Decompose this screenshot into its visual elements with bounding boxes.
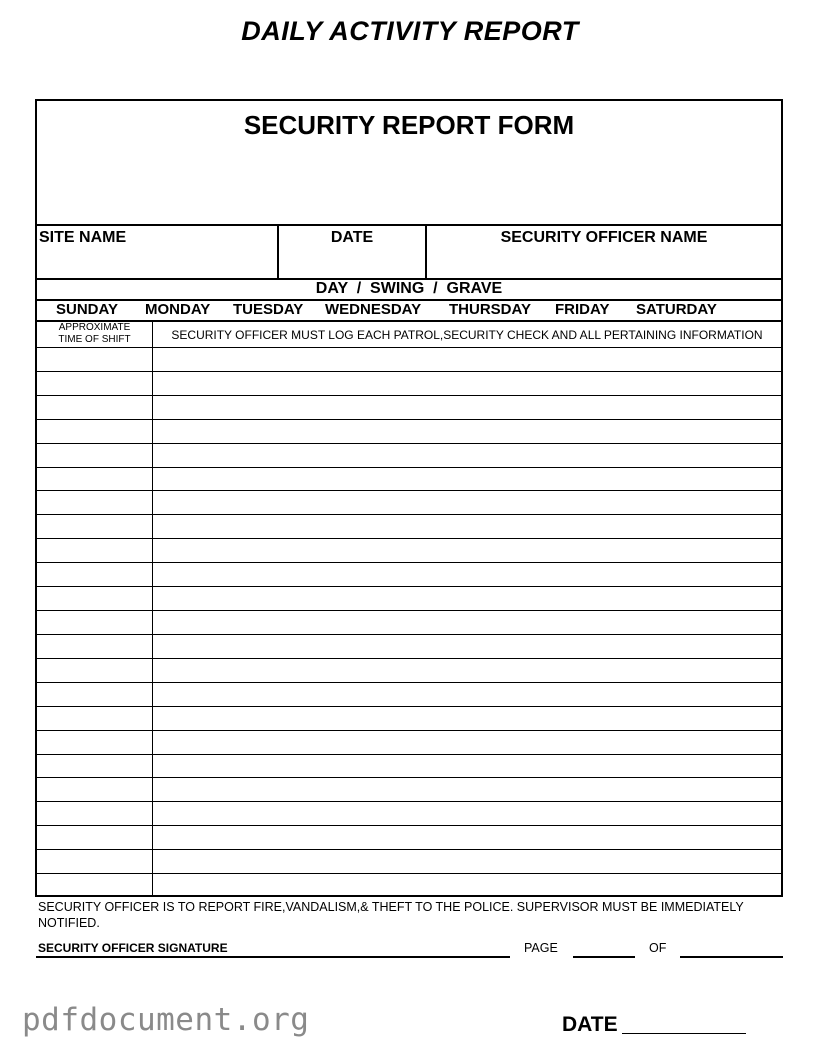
watermark: pdfdocument.org — [22, 1002, 310, 1038]
time-column-header: APPROXIMATE TIME OF SHIFT — [58, 322, 131, 345]
log-row[interactable] — [37, 873, 781, 898]
log-row[interactable] — [37, 849, 781, 874]
footer-date-field[interactable] — [622, 1033, 746, 1034]
shift-options[interactable]: DAY / SWING / GRAVE — [315, 280, 503, 297]
log-row[interactable] — [37, 562, 781, 587]
log-row[interactable] — [37, 467, 781, 492]
log-row[interactable] — [37, 754, 781, 779]
log-row[interactable] — [37, 682, 781, 707]
log-row[interactable] — [37, 419, 781, 444]
log-row[interactable] — [37, 514, 781, 539]
report-title: DAILY ACTIVITY REPORT — [241, 16, 579, 46]
days-of-week — [37, 301, 781, 320]
log-row[interactable] — [37, 777, 781, 802]
day-thursday[interactable]: THURSDAY — [449, 301, 531, 318]
log-row[interactable] — [37, 730, 781, 755]
day-tuesday[interactable]: TUESDAY — [233, 301, 304, 318]
log-row[interactable] — [37, 801, 781, 826]
log-row[interactable] — [37, 825, 781, 850]
log-row[interactable] — [37, 706, 781, 731]
footer-date-label: DATE — [562, 1013, 618, 1036]
day-friday[interactable]: FRIDAY — [555, 301, 610, 318]
site-name-field[interactable]: SITE NAME — [39, 229, 127, 246]
day-wednesday[interactable]: WEDNESDAY — [325, 301, 422, 318]
form-heading: SECURITY REPORT FORM — [243, 110, 575, 140]
date-field[interactable]: DATE — [330, 229, 374, 246]
log-instruction: SECURITY OFFICER MUST LOG EACH PATROL,SECURITY CHECK AND ALL PERTAINING INFORMATION — [171, 328, 763, 342]
log-row[interactable] — [37, 586, 781, 611]
log-row[interactable] — [37, 538, 781, 563]
log-row[interactable] — [37, 371, 781, 396]
log-row[interactable] — [37, 443, 781, 468]
page-total-field[interactable] — [680, 956, 783, 958]
log-row[interactable] — [37, 610, 781, 635]
reporting-notice: SECURITY OFFICER IS TO REPORT FIRE,VANDALISM,& THEFT TO THE POLICE. SUPERVISOR MUST BE IMMEDIATELY NOTIFIED. — [38, 900, 744, 930]
day-monday[interactable]: MONDAY — [145, 301, 211, 318]
day-saturday[interactable]: SATURDAY — [636, 301, 717, 318]
of-label: OF — [649, 941, 667, 955]
log-row[interactable] — [37, 490, 781, 515]
page-number-field[interactable] — [573, 956, 635, 958]
officer-name-field[interactable]: SECURITY OFFICER NAME — [500, 229, 708, 246]
signature-line[interactable] — [36, 956, 510, 958]
log-row[interactable] — [37, 634, 781, 659]
page-label: PAGE — [524, 941, 558, 955]
day-sunday[interactable]: SUNDAY — [56, 301, 118, 318]
signature-label: SECURITY OFFICER SIGNATURE — [38, 941, 228, 955]
log-row[interactable] — [37, 347, 781, 372]
log-row[interactable] — [37, 395, 781, 420]
divider-line — [35, 224, 783, 226]
log-row[interactable] — [37, 658, 781, 683]
